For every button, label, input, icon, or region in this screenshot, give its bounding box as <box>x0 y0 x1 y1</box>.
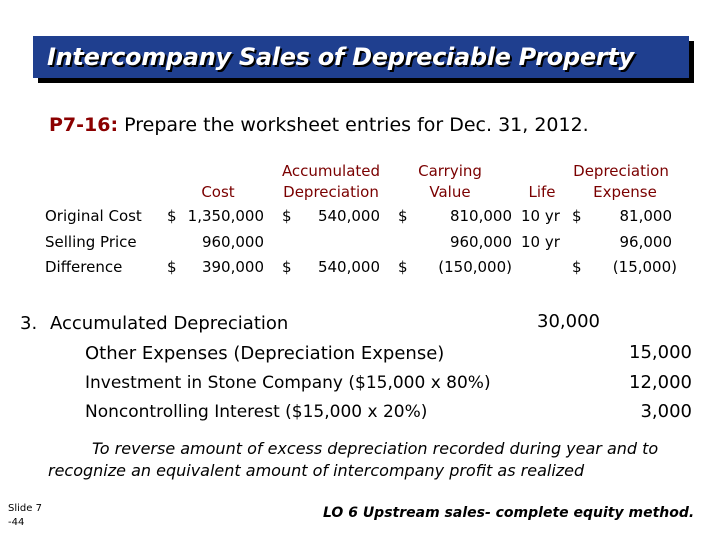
carry-value: 810,000 <box>449 207 512 225</box>
slide-number-line-2: -44 <box>8 517 25 528</box>
accum-value: 540,000 <box>317 207 380 225</box>
carry-value: (150,000) <box>438 258 512 276</box>
problem-text: Prepare the worksheet entries for Dec. 31, 2012. <box>124 114 589 136</box>
dep-value: (15,000) <box>612 258 677 276</box>
dep-value: 81,000 <box>619 207 672 225</box>
credit-account: Noncontrolling Interest ($15,000 x 20%) <box>85 402 428 422</box>
life-value: 10 yr <box>521 207 560 225</box>
explanation-line-2: recognize an equivalent amount of intercompany profit as realized <box>48 461 585 480</box>
problem-number: P7-16: <box>49 114 119 136</box>
cost-value: 1,350,000 <box>187 207 264 225</box>
cost-dollar: $ <box>167 207 177 225</box>
cost-dollar: $ <box>167 258 177 276</box>
accum-dollar: $ <box>282 207 292 225</box>
credit-amount: 3,000 <box>640 401 692 422</box>
title-banner <box>33 36 689 78</box>
debit-account: Accumulated Depreciation <box>50 313 289 334</box>
dep-dollar: $ <box>572 207 582 225</box>
header-carrying: Carrying <box>418 162 482 180</box>
entry-number: 3. <box>20 313 38 334</box>
carry-value: 960,000 <box>449 233 512 251</box>
header-depreciation-expense-2: Expense <box>593 183 657 201</box>
life-value: 10 yr <box>521 233 560 251</box>
header-depreciation: Depreciation <box>283 183 379 201</box>
carry-dollar: $ <box>398 258 408 276</box>
credit-account: Other Expenses (Depreciation Expense) <box>85 343 445 364</box>
header-cost: Cost <box>201 183 235 201</box>
header-life: Life <box>528 183 556 201</box>
carry-dollar: $ <box>398 207 408 225</box>
header-depreciation-expense-1: Depreciation <box>573 162 669 180</box>
row-label: Selling Price <box>45 233 137 251</box>
debit-amount: 30,000 <box>537 311 600 332</box>
cost-value: 960,000 <box>201 233 264 251</box>
credit-amount: 12,000 <box>629 372 692 393</box>
header-accumulated: Accumulated <box>281 162 381 180</box>
credit-account: Investment in Stone Company ($15,000 x 80%) <box>85 373 491 393</box>
header-value: Value <box>429 183 471 201</box>
slide-title: Intercompany Sales of Depreciable Property <box>47 43 634 71</box>
accum-value: 540,000 <box>317 258 380 276</box>
slide-number-line-1: Slide 7 <box>8 503 42 514</box>
slide-number <box>8 502 42 530</box>
learning-objective: LO 6 Upstream sales- complete equity method. <box>323 505 695 521</box>
dep-value: 96,000 <box>619 233 672 251</box>
row-label: Original Cost <box>45 207 142 225</box>
cost-value: 390,000 <box>201 258 264 276</box>
dep-dollar: $ <box>572 258 582 276</box>
explanation-line-1: To reverse amount of excess depreciation recorded during year and to <box>92 439 659 458</box>
problem-statement <box>49 114 589 136</box>
row-label: Difference <box>45 258 123 276</box>
credit-amount: 15,000 <box>629 342 692 363</box>
accum-dollar: $ <box>282 258 292 276</box>
